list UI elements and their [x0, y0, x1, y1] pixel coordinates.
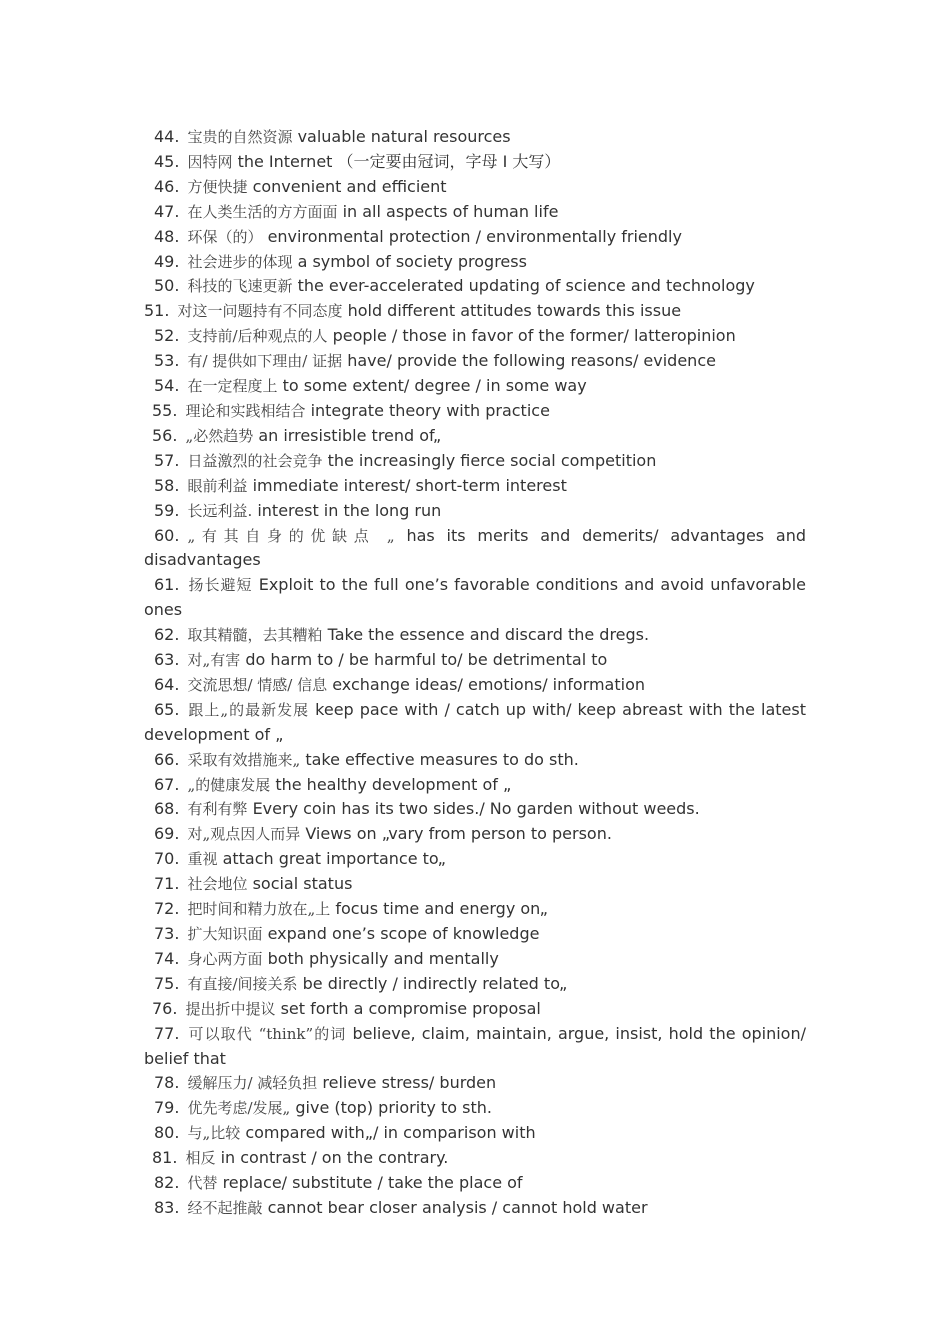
chinese-phrase: 缓解压力/ 减轻负担: [187, 1074, 318, 1093]
chinese-phrase: 日益激烈的社会竞争: [187, 451, 323, 470]
phrase-entry: [144, 1022, 806, 1072]
english-translation: environmental protection / environmentally friendly: [267, 226, 682, 246]
phrase-entry: [144, 374, 806, 399]
english-translation: immediate interest/ short-term interest: [252, 475, 567, 495]
phrase-entry: [144, 274, 806, 299]
phrase-entry: [144, 499, 806, 524]
entry-number: 60.: [154, 525, 180, 545]
chinese-phrase: „的健康发展: [187, 775, 271, 794]
entry-number: 47.: [154, 201, 180, 221]
english-translation: the Internet （一定要由冠词，字母 I 大写）: [237, 151, 561, 171]
entry-number: 46.: [154, 176, 180, 196]
english-translation: give (top) priority to sth.: [295, 1098, 492, 1118]
english-translation: exchange ideas/ emotions/ information: [332, 674, 646, 694]
phrase-entry: [144, 972, 806, 997]
entry-number: 65.: [154, 699, 180, 719]
english-translation: compared with„/ in comparison with: [245, 1123, 536, 1143]
entry-number: 44.: [154, 127, 180, 146]
entry-number: 71.: [154, 874, 180, 894]
phrase-list: [144, 125, 806, 1221]
chinese-phrase: 眼前利益: [187, 476, 248, 495]
phrase-entry: [144, 449, 806, 474]
chinese-phrase: 因特网: [187, 152, 233, 171]
entry-number: 62.: [154, 625, 180, 645]
english-translation: convenient and efficient: [252, 176, 447, 196]
entry-number: 59.: [154, 500, 180, 520]
entry-number: 53.: [154, 351, 180, 371]
entry-number: 77.: [154, 1023, 180, 1043]
chinese-phrase: 相反: [185, 1149, 216, 1168]
phrase-entry: [144, 250, 806, 275]
entry-number: 51.: [144, 301, 170, 321]
entry-number: 72.: [154, 899, 180, 919]
phrase-entry: [144, 1071, 806, 1096]
chinese-phrase: 代替: [187, 1174, 218, 1193]
english-translation: do harm to / be harmful to/ be detrimental to: [245, 650, 608, 670]
english-translation: have/ provide the following reasons/ evidence: [347, 351, 716, 371]
english-translation: believe, claim, maintain, argue, insist, hold the opinion/ belief that: [144, 1023, 806, 1068]
entry-number: 74.: [154, 948, 180, 968]
chinese-phrase: 扬长避短: [187, 576, 253, 595]
chinese-phrase: 宝贵的自然资源: [187, 128, 293, 146]
chinese-phrase: 支持前/后种观点的人: [187, 327, 328, 346]
phrase-entry: [144, 324, 806, 349]
chinese-phrase: 对„观点因人而异: [187, 825, 301, 844]
phrase-entry: [144, 1196, 806, 1221]
entry-number: 66.: [154, 749, 180, 769]
english-translation: hold different attitudes towards this issue: [347, 301, 682, 321]
chinese-phrase: 扩大知识面: [187, 925, 263, 943]
entry-number: 55.: [152, 400, 178, 420]
entry-number: 45.: [154, 151, 180, 171]
entry-number: 56.: [152, 425, 178, 445]
phrase-entry: [144, 822, 806, 847]
chinese-phrase: 优先考虑/发展„: [187, 1099, 291, 1118]
phrase-entry: [144, 175, 806, 200]
english-translation: set forth a compromise proposal: [280, 998, 541, 1018]
entry-number: 70.: [154, 849, 180, 869]
entry-number: 81.: [152, 1148, 178, 1168]
phrase-entry: [144, 623, 806, 648]
phrase-entry: [144, 897, 806, 922]
english-translation: both physically and mentally: [267, 948, 499, 968]
phrase-entry: [144, 797, 806, 822]
entry-number: 63.: [154, 650, 180, 670]
entry-number: 75.: [154, 973, 180, 993]
phrase-entry: [144, 225, 806, 250]
phrase-entry: [144, 299, 806, 324]
entry-number: 64.: [154, 674, 180, 694]
entry-number: 67.: [154, 774, 180, 794]
entry-number: 78.: [154, 1073, 180, 1093]
phrase-entry: [144, 524, 806, 574]
entry-number: 68.: [154, 799, 180, 819]
english-translation: Every coin has its two sides./ No garden without weeds.: [252, 799, 700, 819]
phrase-entry: [144, 922, 806, 947]
entry-number: 80.: [154, 1123, 180, 1143]
chinese-phrase: „必然趋势: [185, 426, 254, 445]
phrase-entry: [144, 424, 806, 449]
english-translation: keep pace with / catch up with/ keep abreast with the latest development of „: [144, 699, 806, 744]
english-translation: to some extent/ degree / in some way: [282, 376, 587, 396]
english-translation: an irresistible trend of„: [258, 425, 442, 445]
phrase-entry: [144, 573, 806, 623]
chinese-phrase: 把时间和精力放在„上: [187, 900, 331, 919]
english-translation: interest in the long run: [257, 500, 442, 520]
chinese-phrase: 环保（的）: [187, 227, 263, 246]
entry-number: 73.: [154, 924, 180, 943]
entry-number: 79.: [154, 1098, 180, 1118]
entry-number: 48.: [154, 226, 180, 246]
entry-number: 61.: [154, 575, 180, 595]
phrase-entry: [144, 698, 806, 748]
chinese-phrase: 有/ 提供如下理由/ 证据: [187, 352, 343, 371]
phrase-entry: [144, 748, 806, 773]
english-translation: Exploit to the full one’s favorable conditions and avoid unfavorable ones: [144, 575, 807, 620]
english-translation: social status: [252, 874, 353, 894]
phrase-entry: [144, 125, 806, 150]
english-translation: the increasingly fierce social competition: [327, 450, 657, 470]
phrase-entry: [144, 1121, 806, 1146]
chinese-phrase: 重视: [187, 850, 218, 869]
chinese-phrase: 跟上„的最新发展: [187, 700, 310, 719]
english-translation: be directly / indirectly related to„: [302, 973, 568, 993]
english-translation: focus time and energy on„: [335, 899, 548, 919]
phrase-entry: [144, 1146, 806, 1171]
chinese-phrase: 科技的飞速更新: [187, 277, 293, 296]
entry-number: 50.: [154, 276, 180, 296]
chinese-phrase: 社会地位: [187, 875, 248, 894]
phrase-entry: [144, 997, 806, 1022]
phrase-entry: [144, 947, 806, 972]
chinese-phrase: 在人类生活的方方面面: [187, 202, 338, 221]
phrase-entry: [144, 399, 806, 424]
entry-number: 52.: [154, 326, 180, 346]
english-translation: take effective measures to do sth.: [305, 749, 579, 769]
entry-number: 83.: [154, 1197, 180, 1217]
english-translation: a symbol of society progress: [297, 251, 527, 271]
chinese-phrase: 在一定程度上: [187, 377, 278, 396]
phrase-entry: [144, 1096, 806, 1121]
english-translation: Views on „vary from person to person.: [305, 824, 612, 844]
phrase-entry: [144, 673, 806, 698]
english-translation: integrate theory with practice: [310, 400, 550, 420]
english-translation: Take the essence and discard the dregs.: [327, 625, 650, 645]
english-translation: in contrast / on the contrary.: [220, 1148, 449, 1168]
chinese-phrase: 理论和实践相结合: [185, 401, 306, 420]
phrase-entry: [144, 648, 806, 673]
english-translation: the ever-accelerated updating of science and technology: [297, 276, 755, 296]
entry-number: 57.: [154, 450, 180, 470]
entry-number: 69.: [154, 824, 180, 844]
chinese-phrase: 对这一问题持有不同态度: [177, 302, 343, 321]
english-translation: cannot bear closer analysis / cannot hold water: [267, 1197, 648, 1217]
phrase-entry: [144, 1171, 806, 1196]
english-translation: in all aspects of human life: [342, 201, 559, 221]
phrase-entry: [144, 847, 806, 872]
english-translation: replace/ substitute / take the place of: [222, 1173, 523, 1193]
chinese-phrase: 身心两方面: [187, 949, 263, 968]
chinese-phrase: 长远利益.: [187, 501, 253, 520]
chinese-phrase: 社会进步的体现: [187, 252, 293, 271]
chinese-phrase: 交流思想/ 情感/ 信息: [187, 675, 328, 694]
phrase-entry: [144, 773, 806, 798]
chinese-phrase: 采取有效措施来„: [187, 750, 301, 769]
english-translation: relieve stress/ burden: [322, 1073, 497, 1093]
chinese-phrase: 提出折中提议: [185, 999, 276, 1018]
phrase-entry: [144, 872, 806, 897]
english-translation: has its merits and demerits/ advantages and disadvantages: [144, 525, 807, 570]
chinese-phrase: 对„有害: [187, 651, 241, 670]
chinese-phrase: „有其自身的优缺点 „: [187, 526, 395, 545]
entry-number: 82.: [154, 1173, 180, 1193]
phrase-entry: [144, 474, 806, 499]
entry-number: 76.: [152, 998, 178, 1018]
chinese-phrase: 有利有弊: [187, 800, 248, 819]
phrase-entry: [144, 200, 806, 225]
chinese-phrase: 可以取代 “think”的词: [187, 1024, 347, 1043]
english-translation: valuable natural resources: [297, 127, 511, 146]
chinese-phrase: 取其精髓，去其糟粕: [187, 626, 323, 645]
chinese-phrase: 经不起推敲: [187, 1198, 263, 1217]
english-translation: expand one’s scope of knowledge: [267, 924, 540, 943]
phrase-entry: [144, 150, 806, 175]
chinese-phrase: 有直接/间接关系: [187, 974, 298, 993]
chinese-phrase: 方便快捷: [187, 177, 248, 196]
english-translation: people / those in favor of the former/ latteropinion: [332, 326, 736, 346]
chinese-phrase: 与„比较: [187, 1124, 241, 1143]
entry-number: 54.: [154, 376, 180, 396]
entry-number: 58.: [154, 475, 180, 495]
entry-number: 49.: [154, 251, 180, 271]
english-translation: the healthy development of „: [275, 774, 512, 794]
phrase-entry: [144, 349, 806, 374]
english-translation: attach great importance to„: [222, 849, 446, 869]
